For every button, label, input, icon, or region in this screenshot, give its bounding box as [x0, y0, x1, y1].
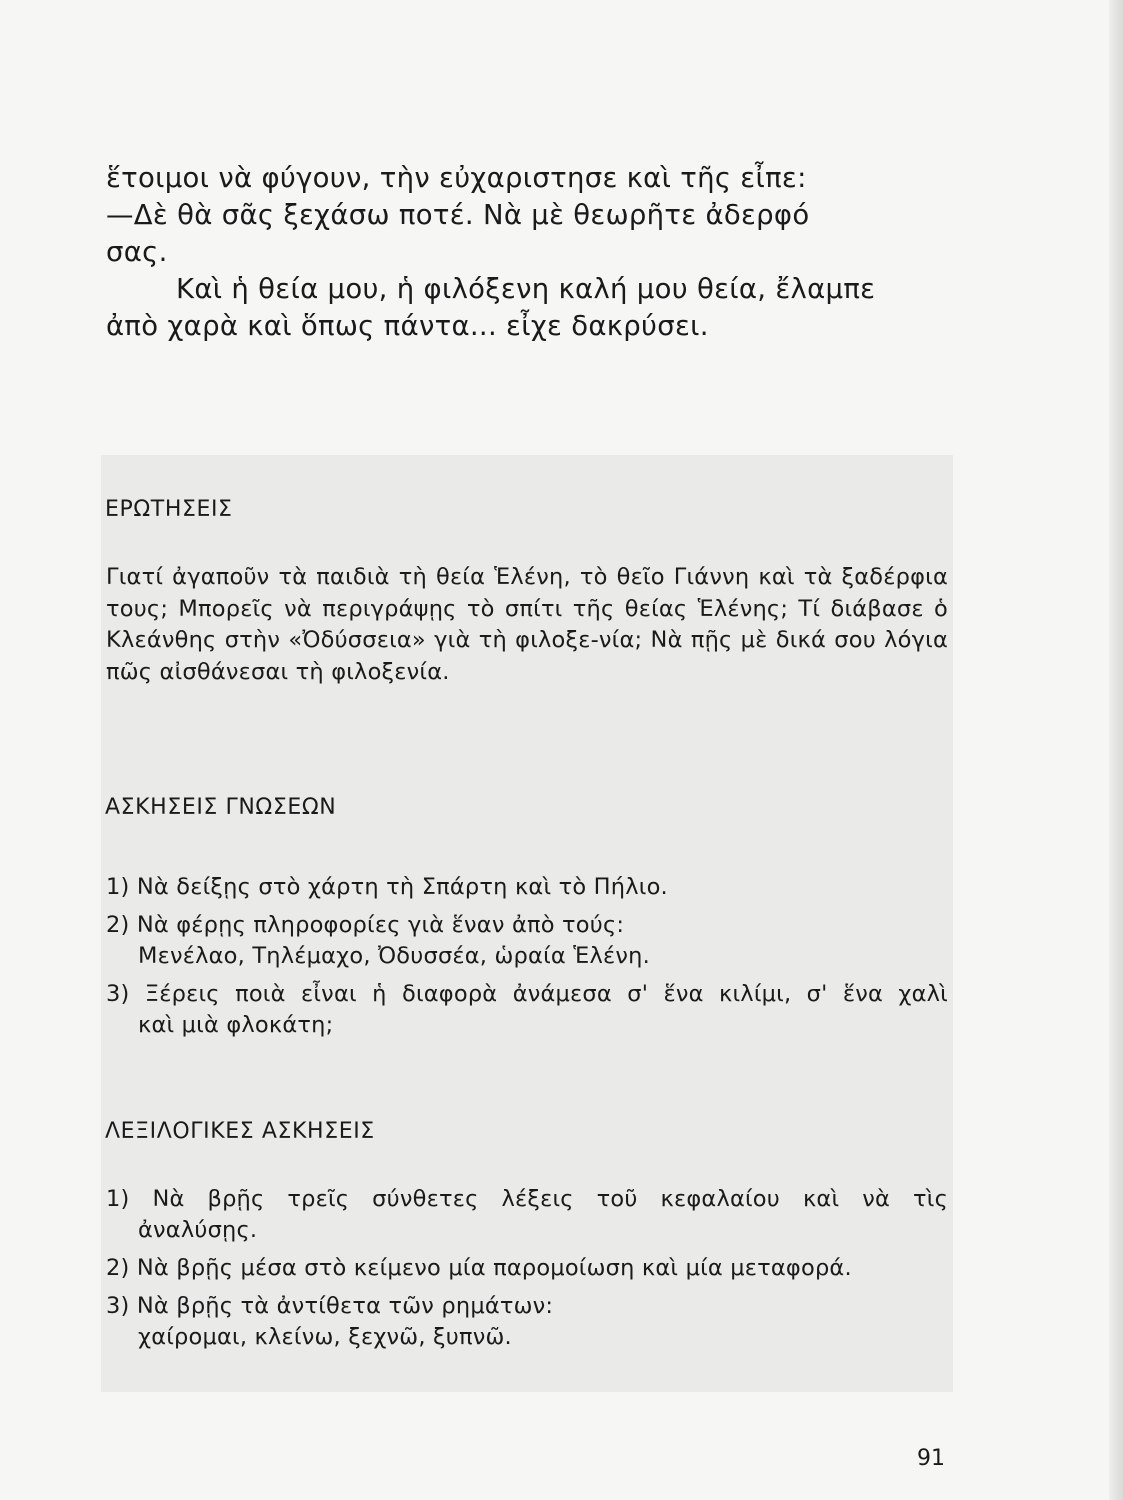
story-line: ἀπὸ χαρὰ καὶ ὅπως πάντα... εἶχε δακρύσει. — [106, 310, 709, 342]
exercise-continuation: Μενέλαο, Τηλέμαχο, Ὀδυσσέα, ὡραία Ἑλένη. — [138, 943, 650, 969]
list-item — [106, 1184, 948, 1246]
page-number: 91 — [917, 1446, 945, 1471]
story-line: —Δὲ θὰ σᾶς ξεχάσω ποτέ. Νὰ μὲ θεωρῆτε ἀδερφό — [106, 199, 810, 231]
exercise-continuation: καὶ μιὰ φλοκάτη; — [138, 1012, 334, 1038]
vocabulary-exercises-list — [106, 1184, 948, 1353]
story-line: σας. — [106, 236, 168, 268]
list-item — [106, 1291, 948, 1353]
knowledge-exercises-list — [106, 872, 948, 1041]
list-item — [106, 910, 948, 972]
exercise-text: 1) Νὰ βρῇς τρεῖς σύνθετες λέξεις τοῦ κεφαλαίου καὶ νὰ τὶς — [106, 1186, 948, 1212]
exercise-text: 2) Νὰ φέρῃς πληροφορίες γιὰ ἕναν ἀπὸ τούς: — [106, 912, 625, 938]
knowledge-exercises-heading: ΑΣΚΗΣΕΙΣ ΓΝΩΣΕΩΝ — [105, 795, 337, 820]
questions-text: Γιατί ἀγαποῦν τὰ παιδιὰ τὴ θεία Ἑλένη, τὸ θεῖο Γιάννη καὶ τὰ ξαδέρφια τους; Μπορεῖς νὰ περιγράψῃς τὸ σπίτι τῆς θείας Ἑλένης; Τί διάβασε ὁ Κλεάνθης στὴν «Ὀδύσσεια» γιὰ τὴ φιλοξε-νία; Νὰ πῇς μὲ δικά σου λόγια πῶς αἰσθάνεσαι τὴ φιλοξενία. — [106, 564, 948, 685]
story-line: ἕτοιμοι νὰ φύγουν, τὴν εὐχαριστησε καὶ τῆς εἶπε: — [106, 162, 807, 194]
exercise-text: 1) Νὰ δείξῃς στὸ χάρτη τὴ Σπάρτη καὶ τὸ Πήλιο. — [106, 874, 668, 900]
exercise-text: 2) Νὰ βρῇς μέσα στὸ κείμενο μία παρομοίωση καὶ μία μεταφορά. — [106, 1255, 852, 1281]
exercise-text: 3) Ξέρεις ποιὰ εἶναι ἡ διαφορὰ ἀνάμεσα σ' ἕνα κιλίμι, σ' ἕνα χαλὶ — [106, 981, 948, 1007]
exercise-continuation: ἀναλύσῃς. — [138, 1217, 258, 1243]
exercise-text: 3) Νὰ βρῇς τὰ ἀντίθετα τῶν ρημάτων: — [106, 1293, 554, 1319]
list-item — [106, 1253, 948, 1284]
story-line: Καὶ ἡ θεία μου, ἡ φιλόξενη καλή μου θεία, ἔλαμπε — [176, 273, 876, 305]
exercise-continuation: χαίρομαι, κλείνω, ξεχνῶ, ξυπνῶ. — [138, 1324, 512, 1350]
story-text — [106, 160, 946, 345]
page-edge — [1109, 0, 1123, 1500]
list-item — [106, 872, 948, 903]
questions-heading: ΕΡΩΤΗΣΕΙΣ — [105, 497, 233, 522]
list-item — [106, 979, 948, 1041]
vocabulary-exercises-heading: ΛΕΞΙΛΟΓΙΚΕΣ ΑΣΚΗΣΕΙΣ — [105, 1119, 375, 1144]
